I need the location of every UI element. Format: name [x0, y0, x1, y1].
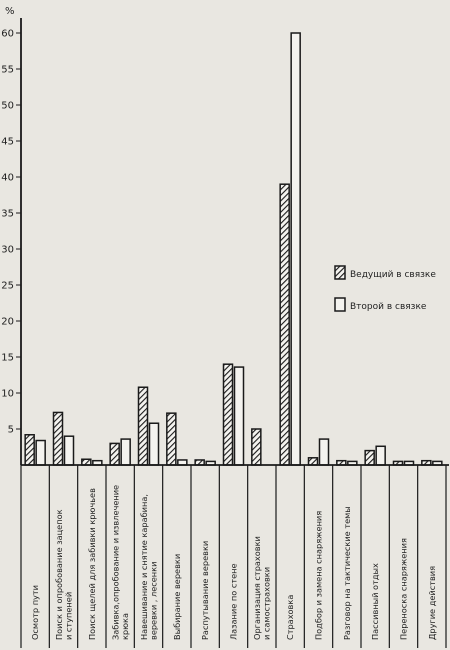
- y-tick-label: 20: [1, 316, 14, 328]
- category-label: Организация страховки: [252, 536, 263, 640]
- bar-leading-3: [110, 443, 119, 465]
- category-label: Другие действия: [426, 565, 437, 640]
- bar-second-12: [376, 446, 385, 465]
- y-tick-label: 40: [1, 172, 14, 184]
- y-tick-label: 10: [1, 388, 14, 400]
- bar-leading-10: [309, 458, 318, 465]
- category-label: Поиск щелей для забивки крючьев: [86, 488, 97, 640]
- bar-second-3: [121, 439, 130, 465]
- bar-second-4: [150, 423, 159, 465]
- category-label: крюка: [119, 613, 130, 640]
- category-label: Подбор и замена снаряжения: [313, 510, 324, 640]
- legend-swatch-open: [335, 298, 345, 311]
- category-label: веревки , лесенки: [148, 561, 159, 640]
- y-tick-label: 5: [7, 424, 14, 436]
- category-label: Переноска снаряжения: [398, 538, 409, 640]
- legend: [335, 266, 436, 312]
- category-label: и ступеней: [63, 591, 74, 640]
- category-label: Поиск и опробование зацепок: [53, 509, 64, 640]
- y-axis-unit: %: [5, 6, 15, 17]
- bar-leading-7: [224, 364, 233, 465]
- y-tick-label: 15: [1, 352, 14, 364]
- category-label: Распутывание веревки: [200, 540, 211, 640]
- bar-second-9: [291, 33, 300, 465]
- y-tick-label: 30: [1, 244, 14, 256]
- category-label: Забивка,опробование и извлечение: [110, 484, 121, 640]
- bar-leading-0: [25, 435, 34, 465]
- y-tick-label: 60: [1, 28, 14, 40]
- bar-leading-1: [54, 412, 63, 465]
- bar-leading-8: [252, 429, 261, 465]
- legend-label-leading: Ведущий в связке: [350, 270, 436, 280]
- bar-second-7: [235, 367, 244, 465]
- category-label: и самостраховки: [261, 566, 272, 640]
- legend-swatch-hatched: [335, 266, 345, 279]
- y-tick-label: 55: [1, 64, 14, 76]
- y-tick-label: 25: [1, 280, 14, 292]
- y-tick-label: 45: [1, 136, 14, 148]
- category-label: Разговор на тактические темы: [341, 506, 352, 640]
- category-axis: [21, 465, 449, 648]
- bar-second-1: [65, 436, 74, 465]
- category-label: Страховка: [285, 594, 296, 640]
- category-label: Осмотр пути: [30, 585, 41, 640]
- legend-label-second: Второй в связке: [350, 302, 427, 312]
- y-axis: [1, 18, 21, 465]
- category-label: Выбирание веревки: [171, 553, 182, 640]
- bar-leading-12: [365, 451, 374, 465]
- bar-leading-9: [280, 184, 289, 465]
- y-tick-label: 50: [1, 100, 14, 112]
- bar-leading-5: [167, 413, 176, 465]
- bar-leading-4: [139, 387, 148, 465]
- y-tick-label: 35: [1, 208, 14, 220]
- bar-second-10: [320, 439, 329, 465]
- bar-second-0: [36, 441, 45, 465]
- category-label: Пассивный отдых: [370, 563, 381, 640]
- category-label: Навешивание и снятие карабина,: [138, 494, 149, 640]
- category-label: Лазание по стене: [228, 563, 239, 640]
- bars: [25, 33, 442, 465]
